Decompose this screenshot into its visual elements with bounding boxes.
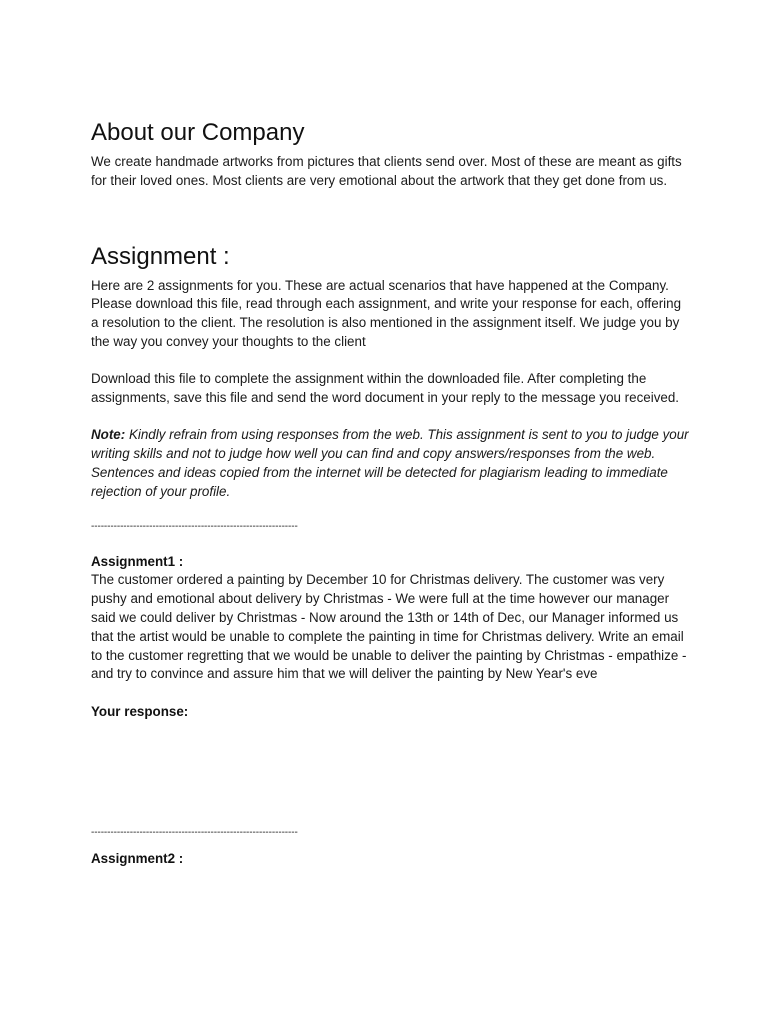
about-heading: About our Company <box>91 119 305 146</box>
spacer <box>91 684 691 703</box>
divider-line: ---------------------------------------------------------------- <box>91 521 298 533</box>
assignment-heading: Assignment : <box>91 242 230 270</box>
note-text: Kindly refrain from using responses from the web. This assignment is sent to you to judge your writing skills and not to judge how well you can find and copy answers/responses from the web. Sentences and ideas copied from the internet will be detected for plagiarism leading to immediate rejection of your profile. <box>91 427 689 499</box>
assignment2-label: Assignment2 : <box>91 851 184 867</box>
spacer <box>91 408 691 427</box>
note-label: Note: <box>91 427 126 443</box>
spacer <box>91 502 691 521</box>
download-instructions: Download this file to complete the assignment within the downloaded file. After completing the assignments, save this file and send the word document in your reply to the message you received. <box>91 371 680 406</box>
response-label: Your response: <box>91 703 189 719</box>
spacer <box>91 352 691 371</box>
assignment-intro: Here are 2 assignments for you. These are actual scenarios that have happened at the Company. Please download this file, read through each assignment, and write your response for each, offering a resolution to the client. The resolution is also mentioned in the assignment itself. We judge you by the way you convey your thoughts to the client <box>91 277 682 349</box>
spacer <box>91 534 691 553</box>
response-area[interactable] <box>91 721 691 826</box>
assignment1-text: The customer ordered a painting by December 10 for Christmas delivery. The customer was very pushy and emotional about delivery by Christmas - We were full at the time however our manager said we could deliver by Christmas - Now around the 13th or 14th of Dec, our Manager informed us that the artist would be unable to complete the painting in time for Christmas delivery. Write an email to the customer regretting that we would be unable to deliver the painting by Christmas - empathize - and try to convince and assure him that we will deliver the painting by New Year's eve <box>91 572 687 682</box>
document-content <box>91 117 691 869</box>
assignment1-label: Assignment1 : <box>91 553 184 569</box>
spacer <box>91 191 691 241</box>
note-paragraph <box>91 426 691 501</box>
divider-line: ---------------------------------------------------------------- <box>91 827 298 839</box>
about-body: We create handmade artworks from pictures that clients send over. Most of these are meant as gifts for their loved ones. Most clients are very emotional about the artwork that they get done from us. <box>91 154 682 188</box>
spacer <box>91 840 691 850</box>
